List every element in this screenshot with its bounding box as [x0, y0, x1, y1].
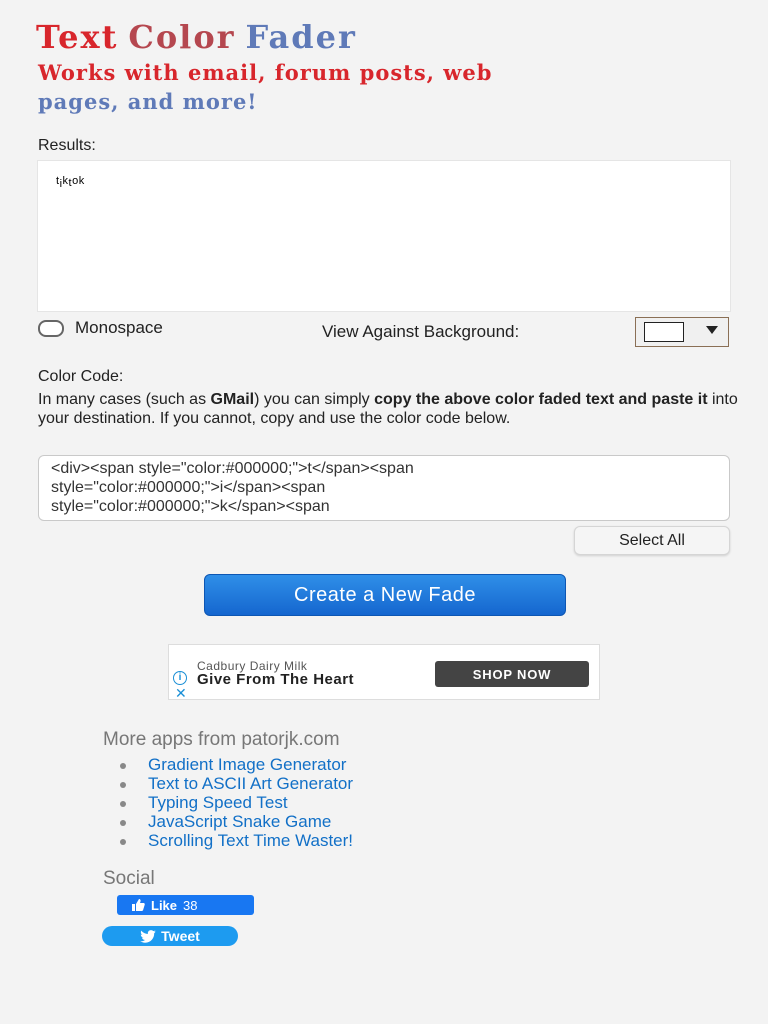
color-code-instructions — [38, 390, 738, 428]
faded-char: k — [78, 175, 85, 187]
faded-char: k — [62, 175, 69, 187]
close-icon[interactable]: ✕ — [175, 685, 187, 701]
tweet-label: Tweet — [161, 928, 200, 944]
like-label: Like — [151, 897, 178, 913]
monospace-label: Monospace — [75, 318, 163, 337]
tweet-button[interactable] — [102, 926, 238, 946]
title-word-fader: Fader — [245, 18, 357, 56]
app-link[interactable]: Scrolling Text Time Waster! — [116, 831, 353, 850]
social-heading: Social — [103, 868, 155, 889]
faded-text-output[interactable] — [56, 175, 85, 190]
code-line: style="color:#000000;">k</span><span — [51, 498, 330, 515]
app-link[interactable]: Gradient Image Generator — [116, 755, 353, 774]
info-text: ) you can simply — [254, 391, 375, 408]
page-title — [36, 18, 357, 56]
title-word-text: Text — [36, 18, 119, 56]
color-code-textarea[interactable] — [38, 455, 730, 521]
background-color-select[interactable] — [635, 317, 729, 347]
subtitle-line-1: Works with email, forum posts, web — [38, 60, 493, 85]
advertisement-banner[interactable] — [168, 644, 600, 700]
app-link[interactable]: Typing Speed Test — [116, 793, 353, 812]
code-line: style="color:#000000;">i</span><span — [51, 479, 326, 496]
info-bold: GMail — [210, 391, 255, 408]
info-icon[interactable]: i — [173, 671, 187, 685]
like-count: 38 — [183, 897, 198, 913]
select-all-button[interactable]: Select All — [574, 526, 730, 555]
thumbs-up-icon — [131, 898, 145, 912]
code-line: <div><span style="color:#000000;">t</span><span — [51, 460, 414, 477]
title-word-color: Color — [128, 18, 236, 56]
info-text: into your destination. If you cannot, copy and use the color code below. — [38, 391, 738, 427]
app-link[interactable]: JavaScript Snake Game — [116, 812, 353, 831]
page-subtitle — [38, 58, 718, 116]
faded-char: t — [68, 177, 73, 189]
background-color-swatch — [644, 322, 684, 342]
more-apps-heading: More apps from patorjk.com — [103, 729, 340, 750]
faded-char: o — [72, 175, 79, 187]
create-new-fade-button[interactable]: Create a New Fade — [204, 574, 566, 616]
info-text: In many cases (such as — [38, 391, 211, 408]
results-label: Results: — [38, 137, 96, 154]
facebook-like-button[interactable] — [117, 895, 254, 915]
app-link[interactable]: Text to ASCII Art Generator — [116, 774, 353, 793]
monospace-checkbox[interactable] — [38, 320, 64, 337]
view-background-label: View Against Background: — [322, 322, 520, 341]
ad-brand: Cadbury Dairy Milk — [197, 659, 308, 673]
subtitle-line-2: pages, and more! — [38, 89, 258, 114]
faded-char: t — [56, 175, 60, 187]
faded-char: i — [59, 178, 63, 190]
ad-shop-now-button[interactable]: SHOP NOW — [435, 661, 589, 687]
twitter-bird-icon — [140, 930, 156, 943]
results-preview[interactable] — [37, 160, 731, 312]
more-apps-list — [116, 755, 353, 850]
info-bold: copy the above color faded text and paste it — [374, 391, 708, 408]
chevron-down-icon — [706, 326, 718, 334]
ad-headline: Give From The Heart — [197, 671, 355, 688]
color-code-label: Color Code: — [38, 368, 124, 385]
